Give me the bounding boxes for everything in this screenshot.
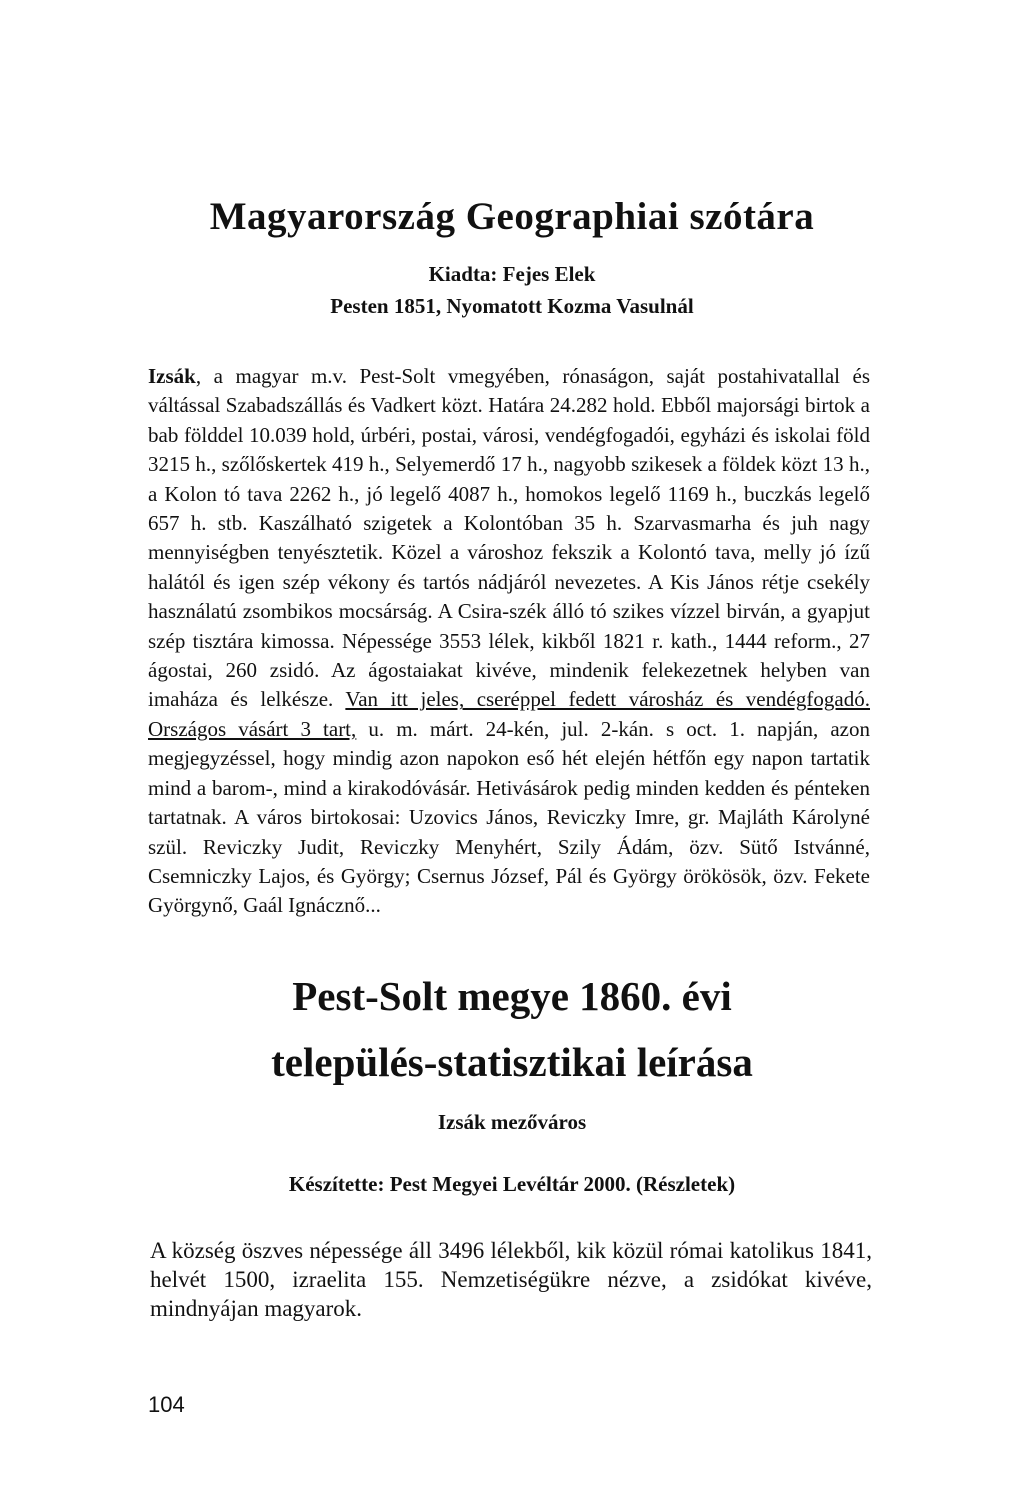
section-title-line2: település-statisztikai leírása <box>271 1039 753 1085</box>
entry-headword: Izsák <box>148 364 196 388</box>
publisher-line: Kiadta: Fejes Elek <box>428 262 596 286</box>
entry-underlined-text: Van itt jeles, cseréppel fedett városház és vendégfogadó. Országos vásárt 3 tart, <box>148 687 870 741</box>
dictionary-entry <box>148 362 870 921</box>
imprint-line: Pesten 1851, Nyomatott Kozma Vasulnál <box>330 294 694 318</box>
section-paragraph: A község öszves népessége áll 3496 lélekből, kik közül római katolikus 1841, helvét 1500, izraelita 155. Nemzetiségükre nézve, a zsidókat kivéve, mindnyájan magyarok. <box>150 1238 872 1321</box>
section-author-line: Készítette: Pest Megyei Levéltár 2000. (Részletek) <box>288 1172 736 1196</box>
entry-text-part2: u. m. márt. 24-kén, jul. 2-kán. s oct. 1. napján, azon megjegyzéssel, hogy mindig azon napokon eső hét elején hétfőn egy napon tartatik mind a barom-, mind a kirakodóvásár. Hetivásárok pedig minden kedden és pénteken tartatnak. A város birtokosai: Uzovics János, Reviczky Imre, gr. Majláth Károlyné szül. Reviczky Judit, Reviczky Menyhért, Szily Ádám, özv. Sütő Istvánné, Csemniczky Lajos, és György; Csernus József, Pál és György örökösök, özv. Fekete Györgynő, Gaál Ignácznő... <box>148 716 870 918</box>
entry-text-part1: , a magyar m.v. Pest-Solt vmegyében, rónaságon, saját postahivatallal és váltással Szabadszállás és Vadkert közt. Határa 24.282 hold. Ebből majorsági birtok a bab földdel 10.039 hold, úrbéri, postai, városi, vendégfogadói, egyházi és iskolai föld 3215 h., szőlőskertek 419 h., Selyemerdő 17 h., nagyobb szikesek a földek közt 13 h., a Kolon tó tava 2262 h., jó legelő 4087 h., homokos legelő 1169 h., buczkás legelő 657 h. stb. Kaszálható szigetek a Kolontóban 35 h. Szarvasmarha és juh nagy mennyiségben tenyésztetik. Közel a városhoz fekszik a Kolontó tava, melly jó ízű halától és igen szép vékony és tartós nádjáról nevezetes. A Kis János rétje csekély használatú zsombikos mocsárság. A Csira-szék álló tó szikes vízzel birván, a gyapjut szép tisztára kimossa. Népessége 3553 lélek, kikből 1821 r. kath., 1444 reform., 27 ágostai, 260 zsidó. Az ágostaiakat kivéve, mindenik felekezetnek helyben van imaháza és lelkésze. <box>148 364 870 712</box>
section-title-line1: Pest-Solt megye 1860. évi <box>292 973 732 1019</box>
page-title: Magyarország Geographiai szótára <box>209 195 815 238</box>
page-number: 104 <box>148 1392 185 1417</box>
section-subtitle: Izsák mezőváros <box>437 1110 587 1134</box>
